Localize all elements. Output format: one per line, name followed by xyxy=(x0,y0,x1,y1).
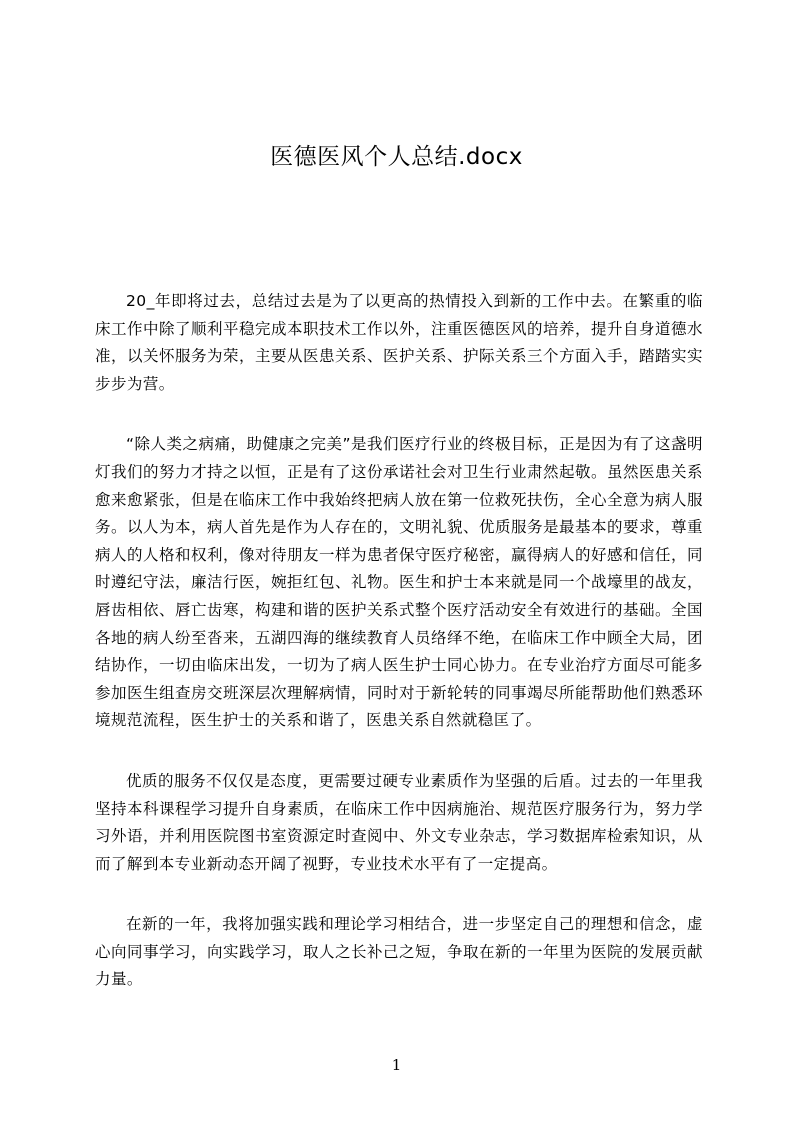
page-number: 1 xyxy=(391,1056,402,1074)
paragraph-new-year-outlook: 在新的一年，我将加强实践和理论学习相结合，进一步坚定自己的理想和信念，虚心向同事学习，向实践学习，取人之长补己之短，争取在新的一年里为医院的发展贡献力量。 xyxy=(95,915,703,989)
paragraph-intro: 20_年即将过去，总结过去是为了以更高的热情投入到新的工作中去。在繁重的临床工作中除了顺利平稳完成本职技术工作以外，注重医德医风的培养，提升自身道德水准，以关怀服务为荣，主要从医患关系、医护关系、护际关系三个方面入手，踏踏实实步步为营。 xyxy=(95,292,703,393)
document-title: 医德医风个人总结.docx xyxy=(270,144,523,170)
paragraph-doctor-patient-relations: “除人类之病痛，助健康之完美”是我们医疗行业的终极目标，正是因为有了这盏明灯我们的努力才持之以恒，正是有了这份承诺社会对卫生行业肃然起敬。虽然医患关系愈来愈紧张，但是在临床工作中我始终把病人放在第一位救死扶伤，全心全意为病人服务。以人为本，病人首先是作为人存在的，文明礼貌、优质服务是最基本的要求，尊重病人的人格和权利，像对待朋友一样为患者保守医疗秘密，赢得病人的好感和信任，同时遵纪守法，廉洁行医，婉拒红包、礼物。医生和护士本来就是同一个战壕里的战友，唇齿相依、唇亡齿寒，构建和谐的医护关系式整个医疗活动安全有效进行的基础。全国各地的病人纷至沓来，五湖四海的继续教育人员络绎不绝，在临床工作中顾全大局，团结协作，一切由临床出发，一切为了病人医生护士同心协力。在专业治疗方面尽可能多参加医生组查房交班深层次理解病情，同时对于新轮转的同事竭尽所能帮助他们熟悉环境规范流程，医生护士的关系和谐了，医患关系自然就稳匡了。 xyxy=(95,435,703,730)
document-body xyxy=(95,288,703,1027)
paragraph-professional-quality: 优质的服务不仅仅是态度，更需要过硬专业素质作为坚强的后盾。过去的一年里我坚持本科课程学习提升自身素质，在临床工作中因病施治、规范医疗服务行为，努力学习外语，并利用医院图书室资源定时查阅中、外文专业杂志，学习数据库检索知识，从而了解到本专业新动态开阔了视野，专业技术水平有了一定提高。 xyxy=(95,771,703,873)
